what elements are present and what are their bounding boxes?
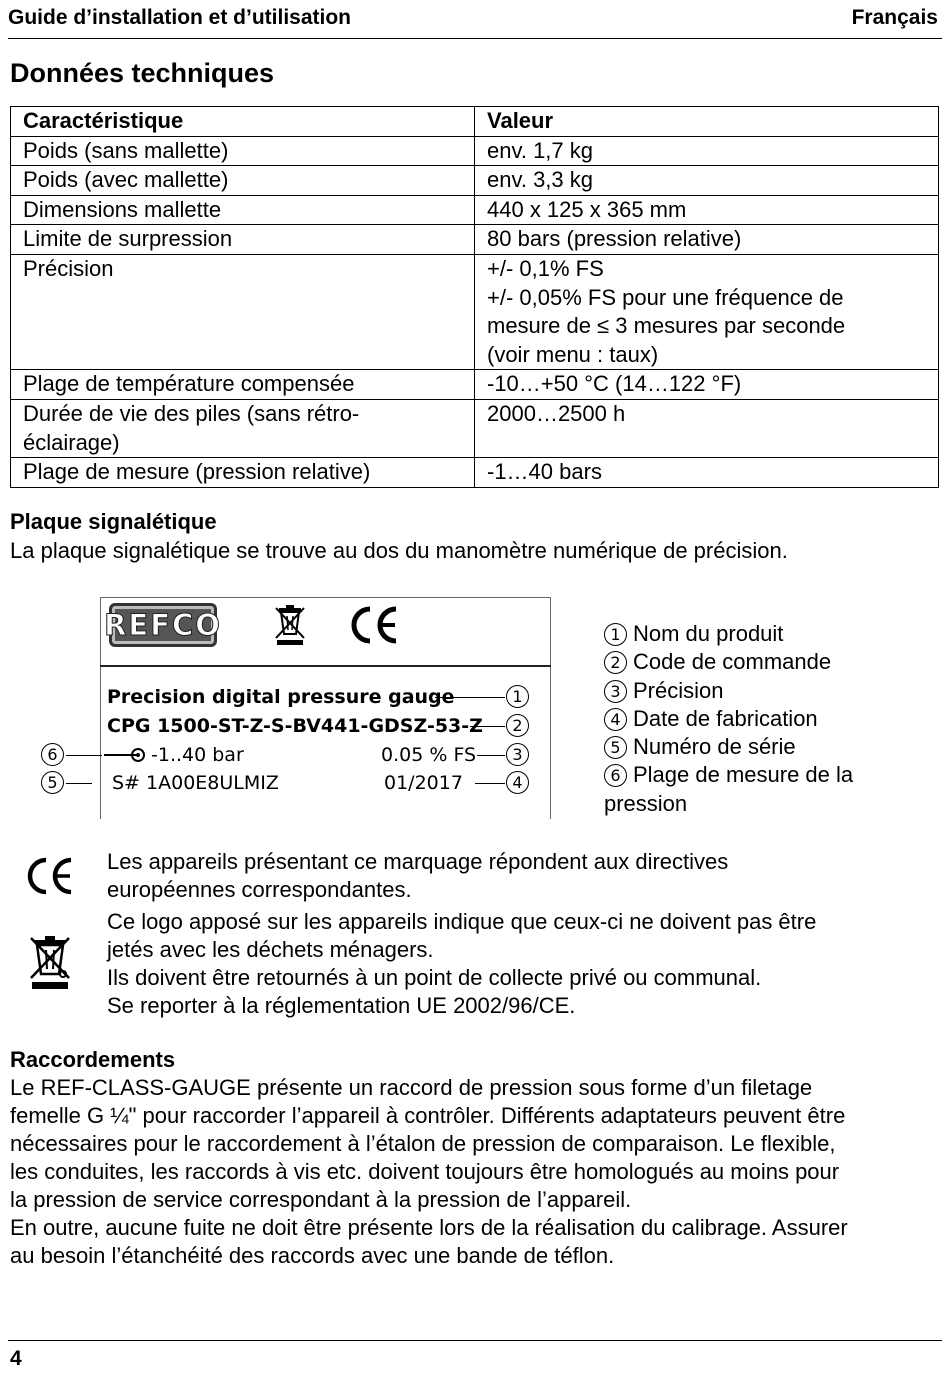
callout-5: 5 [41, 771, 64, 794]
label-serial: S# 1A00E8ULMIZ [112, 772, 279, 794]
label-divider [100, 665, 551, 667]
header-language: Français [851, 6, 938, 29]
table-row [11, 195, 939, 225]
label-product-name: Precision digital pressure gauge [107, 686, 455, 708]
callout-6: 6 [41, 743, 64, 766]
label-range: -1..40 bar [151, 744, 244, 766]
callout-4: 4 [506, 771, 529, 794]
table-cell: 2000…2500 h [475, 399, 939, 457]
ce-mark-icon [348, 605, 402, 645]
nameplate-heading: Plaque signalétique [10, 509, 217, 534]
table-header-cell: Caractéristique [11, 107, 475, 137]
leader-line [66, 755, 102, 756]
legend-item: 1 Nom du produit [604, 620, 904, 648]
table-row [11, 399, 939, 457]
callout-2: 2 [506, 714, 529, 737]
table-cell: Limite de surpression [11, 225, 475, 255]
table-cell: Plage de température compensée [11, 370, 475, 400]
table-row [11, 370, 939, 400]
nameplate-text: La plaque signalétique se trouve au dos du manomètre numérique de précision. [10, 538, 788, 563]
callout-1: 1 [506, 685, 529, 708]
refco-logo: REFCO [109, 603, 217, 647]
table-cell: -10…+50 °C (14…122 °F) [475, 370, 939, 400]
table-row [11, 458, 939, 488]
table-cell: env. 1,7 kg [475, 136, 939, 166]
table-cell: -1…40 bars [475, 458, 939, 488]
leader-line [470, 726, 505, 727]
table-row [11, 136, 939, 166]
nameplate-legend [604, 620, 904, 818]
table-cell: Dimensions mallette [11, 195, 475, 225]
table-header-cell: Valeur [475, 107, 939, 137]
table-row [11, 166, 939, 196]
legend-item: 6 Plage de mesure de la pression [604, 762, 854, 816]
page-header [8, 5, 942, 39]
section-title: Données techniques [10, 58, 275, 88]
page-number: 4 [10, 1347, 22, 1370]
table-cell: Précision [11, 254, 475, 369]
ce-text: Les appareils présentant ce marquage répondent aux directives européennes correspondantes. [107, 849, 729, 902]
leader-line [66, 783, 92, 784]
spec-table [10, 106, 939, 488]
leader-line [475, 783, 505, 784]
leader-line [477, 755, 505, 756]
legend-item: 4 Date de fabrication [604, 705, 904, 733]
callout-3: 3 [506, 743, 529, 766]
header-doc-title: Guide d’installation et d’utilisation [8, 6, 352, 29]
connections-text: Le REF-CLASS-GAUGE présente un raccord de pression sous forme d’un filetage femelle G ¼" pour raccorder l’appareil à contrôler. Différents adaptateurs peuvent être nécessaires pour le raccordement à l’étalon de pression de comparaison. Le flexible, les conduites, les raccords à vis etc. doivent toujours être homologués au moins pour la pression de service correspondant à la pression de l’appareil. En outre, aucune fuite ne doit être présente lors de la réalisation du calibrage. Assurer au besoin l’étanchéité des raccords avec une bande de téflon. [10, 1075, 848, 1268]
table-cell: Plage de mesure (pression relative) [11, 458, 475, 488]
table-cell: env. 3,3 kg [475, 166, 939, 196]
legend-item: 2 Code de commande [604, 648, 904, 676]
label-order-code: CPG 1500-ST-Z-S-BV441-GDSZ-53-Z [107, 715, 483, 737]
pressure-connector-icon [104, 745, 148, 765]
connections-heading: Raccordements [10, 1047, 176, 1072]
table-row [11, 254, 939, 369]
weee-text: Ce logo apposé sur les appareils indique que ceux-ci ne doivent pas être jetés avec les déchets ménagers. Ils doivent être retournés à un point de collecte privé ou communal. Se reporter à la réglementation UE 2002/96/CE. [107, 909, 817, 1018]
footer-divider [8, 1340, 942, 1341]
weee-bin-icon [27, 932, 75, 990]
table-row [11, 225, 939, 255]
legend-item: 5 Numéro de série [604, 733, 904, 761]
weee-bin-icon [273, 602, 309, 646]
ce-mark-icon [26, 857, 76, 895]
table-cell: +/- 0,1% FS +/- 0,05% FS pour une fréquence de mesure de ≤ 3 mesures par seconde (voir menu : taux) [475, 254, 939, 369]
legend-item: 3 Précision [604, 677, 904, 705]
table-header-row [11, 107, 939, 137]
table-cell: Poids (avec mallette) [11, 166, 475, 196]
leader-line [435, 697, 505, 698]
label-accuracy: 0.05 % FS [381, 744, 477, 766]
table-cell: 440 x 125 x 365 mm [475, 195, 939, 225]
label-date: 01/2017 [384, 772, 463, 794]
table-cell: Poids (sans mallette) [11, 136, 475, 166]
table-cell: 80 bars (pression relative) [475, 225, 939, 255]
table-cell: Durée de vie des piles (sans rétro- éclairage) [11, 399, 475, 457]
